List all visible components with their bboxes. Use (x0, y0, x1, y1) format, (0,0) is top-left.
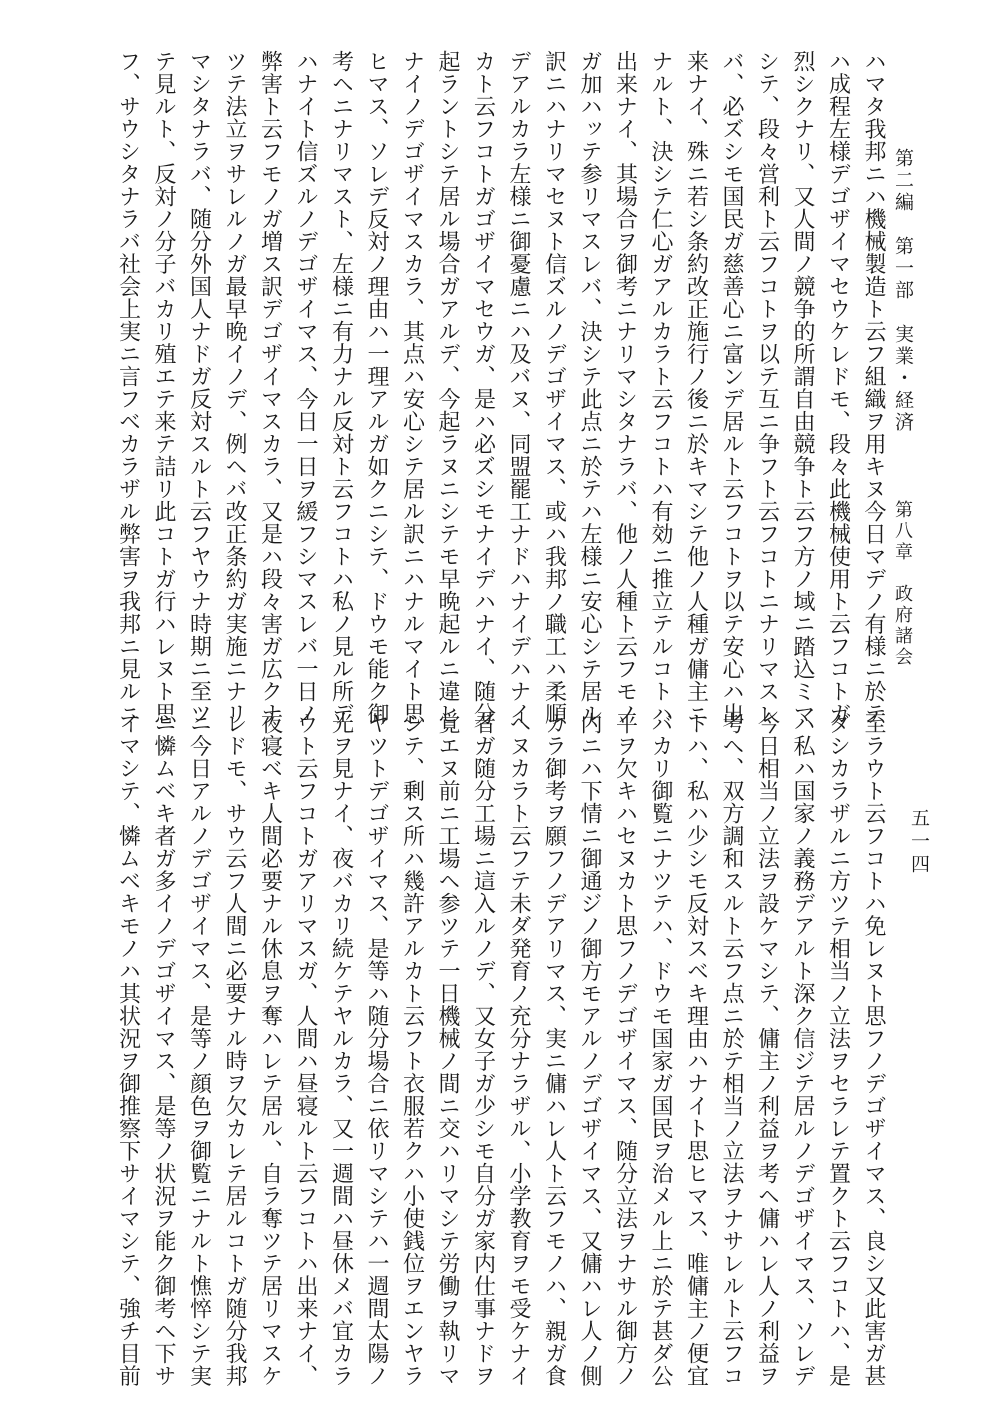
text-column: ハ成程左様デゴザイマセウケレドモ、段々此機械使用ト云フコトガ (825, 50, 851, 725)
page-number: 五一四 (908, 808, 930, 877)
text-column: イマシテ、憐ムベキモノハ其状況ヲ御推察下サイマシテ、強チ目前 (115, 712, 141, 1387)
text-column: 訳ニハナリマセヌト信ズルノデゴザイマス、或ハ我邦ノ職工ハ柔順 (541, 50, 567, 725)
text-column: カラ御考ヲ願フノデアリマス、実ニ傭ハレ人ト云フモノハ、親ガ食 (541, 712, 567, 1387)
text-column: 覚エヌ前ニ工場ヘ参ツテ一日機械ノ間ニ交ハリマシテ労働ヲ執リマ (435, 712, 460, 1387)
text-column: ナルト、決シテ仁心ガアルカラト云フコトハ有効ニ推立テルコトハ (648, 50, 673, 725)
text-column: シテ、段々営利ト云フコトヲ以テ互ニ争フト云フコトニナリマスレ (754, 50, 780, 725)
text-column: 起ラントシテ居ル場合ガアルデ、今起ラヌニシテモ早晩起ルニ違ヒ (435, 50, 460, 725)
text-column: ナイノデゴザイマスカラ、其点ハ安心シテ居ル訳ニハナルマイト思 (399, 50, 425, 725)
text-column: 内ニハ下情ニ御通ジノ御方モアルノデゴザイマス、又傭ハレ人ノ側 (577, 712, 602, 1387)
text-column: ハマタ我邦ニハ機械製造ト云フ組織ヲ用キヌ今日マデノ有様ニ於テ (861, 50, 886, 725)
text-column: バカリ御覧ニナツテハ、ドウモ国家ガ国民ヲ治メル上ニ於テ甚ダ公 (648, 712, 673, 1387)
text-column: ヒマス、ソレデ反対ノ理由ハ一理アルガ如クニシテ、ドウモ能ク御 (364, 50, 389, 725)
text-column: ツテ法立ヲサレルノガ最早晩イノデ、例ヘバ改正条約ガ実施ニナリ (222, 50, 247, 725)
text-column: 平ヲ欠キハセヌカト思フノデゴザイマス、随分立法ヲナサル御方ノ (612, 712, 638, 1387)
text-column: フ、サウシタナラバ社会上実ニ言フベカラザル弊害ヲ我邦ニ見ルニ (115, 50, 141, 725)
text-column: トハ、私ハ少シモ反対スベキ理由ハナイト思ヒマス、唯傭主ノ便宜 (683, 712, 709, 1387)
text-column: ヘヌカラト云フテ未ダ発育ノ充分ナラザル、小学教育ヲモ受ケナイ (506, 712, 531, 1387)
header-part: 第二編 第一部 実業・経済 (892, 148, 914, 434)
text-column: 夜寝ベキ人間必要ナル休息ヲ奪ハレテ居ル、自ラ奪ツテ居リマスケ (257, 712, 283, 1387)
text-column: ニ今日アルノデゴザイマス、是等ノ顔色ヲ御覧ニナルト憔悴シテ実 (186, 712, 212, 1387)
text-column: ガ加ハッテ参リマスレバ、決シテ此点ニ於テハ左様ニ安心シテ居ル (577, 50, 602, 725)
text-column: バ、必ズシモ国民ガ慈善心ニ富ンデ居ルト云フコトヲ以テ安心ハ出 (719, 50, 744, 725)
text-column: ヤツトデゴザイマス、是等ハ随分場合ニ依リマシテハ一週間太陽ノ (364, 712, 389, 1387)
text-column: ハナイト信ズルノデゴザイマス、今日一日ヲ緩フシマスレバ一日ノ (293, 50, 318, 725)
text-column: 光ヲ見ナイ、夜バカリ続ケテヤルカラ、又一週間ハ昼休メバ宜カラ (328, 712, 354, 1387)
header-chapter: 第八章 政府諸会 (892, 500, 913, 668)
text-column: 者ガ随分工場ニ這入ルノデ、又女子ガ少シモ自分ガ家内仕事ナドヲ (470, 712, 496, 1387)
text-column: ダシカラザルニ方ツテ相当ノ立法ヲセラレテ置クト云フコトハ、是 (825, 712, 851, 1387)
text-column: マシタナラバ、随分外国人ナドガ反対スルト云フヤウナ時期ニ至ツ (186, 50, 212, 725)
text-column: ウト云フコトガアリマスガ、人間ハ昼寝ルト云フコトハ出来ナイ、 (293, 712, 318, 1387)
text-column: ハ私ハ国家ノ義務デアルト深ク信ジテ居ルノデゴザイマス、ソレデ (790, 712, 815, 1387)
text-column: カト云フコトガゴザイマセウガ、是ハ必ズシモナイデハナイ、随分 (470, 50, 496, 725)
text-column: 考ヘニナリマスト、左様ニ有力ナル反対ト云フコトハ私ノ見ル所デ (328, 50, 354, 725)
text-column: 来ナイ、殊ニ若シ条約改正施行ノ後ニ於キマシテ他ノ人種ガ傭主ニ (683, 50, 709, 725)
text-column: デアルカラ左様ニ御憂慮ニハ及バヌ、同盟罷工ナドハナイデハナイ (506, 50, 531, 725)
text-column: 弊害ト云フモノガ増ス訳デゴザイマスカラ、又是ハ段々害ガ広クナ (257, 50, 283, 725)
text-column: 烈シクナリ、又人間ノ競争的所謂自由競争ト云フ方ノ域ニ踏込ミマ (790, 50, 815, 725)
text-column: 考ヘ、双方調和スルト云フ点ニ於テ相当ノ立法ヲナサレルト云フコ (719, 712, 744, 1387)
text-column: レドモ、サウ云フ人間ニ必要ナル時ヲ欠カレテ居ルコトガ随分我邦 (222, 712, 247, 1387)
text-column: 至ラウト云フコトハ免レヌト思フノデゴザイマス、良シ又此害ガ甚 (861, 712, 886, 1387)
text-column: 出来ナイ、其場合ヲ御考ニナリマシタナラバ、他ノ人種ト云フモノ (612, 50, 638, 725)
text-column: 今日相当ノ立法ヲ設ケマシテ、傭主ノ利益ヲ考ヘ傭ハレ人ノ利益ヲ (754, 712, 780, 1387)
text-column: テ見ルト、反対ノ分子バカリ殖エテ来テ詰リ此コトガ行ハレヌト思 (151, 50, 176, 725)
text-column: ニ憐ムベキ者ガ多イノデゴザイマス、是等ノ状況ヲ能ク御考ヘ下サ (151, 712, 176, 1387)
text-column: シテ、剰ス所ハ幾許アルカト云フト衣服若クハ小使銭位ヲエンヤラ (399, 712, 425, 1387)
